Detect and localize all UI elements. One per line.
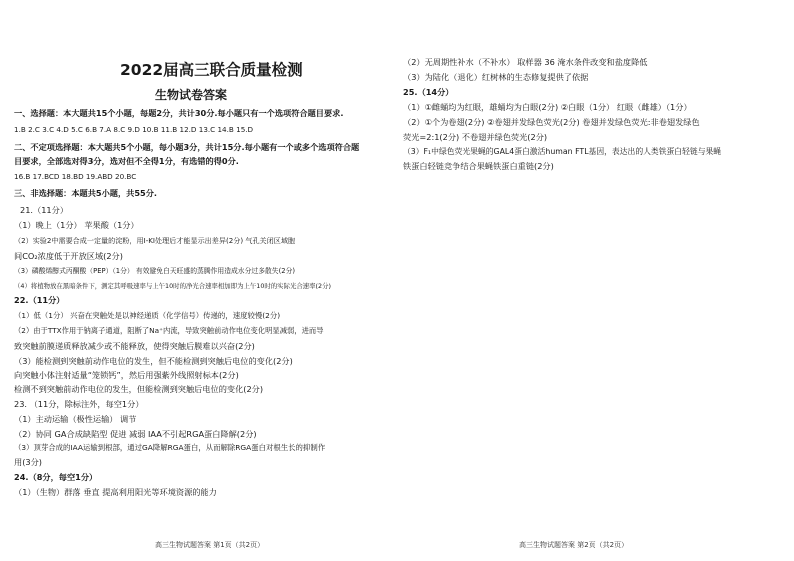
answer-line: 用(3分) <box>14 457 42 467</box>
answer-line: （3）顶芽合成的IAA运输到根部，通过GA降解RGA蛋白，从而解除RGA蛋白对根生长的抑制作 <box>14 443 326 452</box>
answer-line: （1）（生物）群落 垂直 提高利用阳光等环境资源的能力 <box>14 487 217 497</box>
document-subtitle: 生物试卷答案 <box>155 88 228 102</box>
answer-line: （3）F₁中绿色荧光果蝇的GAL4蛋白激活human FTL基因，表达出的人类铁蛋白轻链与果蝇 <box>403 147 722 156</box>
page-footer: 高三生物试题答案 第2页（共2页） <box>519 541 629 549</box>
question-header: 25.（14分） <box>403 87 454 97</box>
question-header: 24.（8分，每空1分） <box>14 472 98 482</box>
answer-line: 铁蛋白轻链竞争结合果蝇铁蛋白重链(2分) <box>403 161 554 171</box>
answer-line: 16.B 17.BCD 18.BD 19.ABD 20.BC <box>14 172 137 181</box>
answer-line: （3）为陆化（退化）红树林的生态修复提供了依据 <box>403 72 589 82</box>
answer-line: （3）磷酸烯醇式丙酮酸（PEP）（1分） 有效避免白天旺盛的蒸腾作用造成水分过多散失(2分) <box>14 267 296 275</box>
answer-line: （2）协同 GA合成缺陷型 促进 减弱 IAA不引起RGA蛋白降解(2分) <box>14 429 257 439</box>
question-header: 23. （11分，除标注外，每空1分） <box>14 399 144 409</box>
section-heading-2-cont: 目要求，全部选对得3分，选对但不全得1分，有选错的得0分. <box>14 156 239 166</box>
answer-line: （3）能检测到突触前动作电位的发生，但不能检测到突触后电位的变化(2分) <box>14 356 293 366</box>
answer-line: （4）将植物放在黑暗条件下，测定其呼吸速率与上午10时的净光合速率相加即为上午10时的实际光合速率(2分) <box>14 282 331 290</box>
answer-line: 荧光=2:1(2分) 不卷翅并绿色荧光(2分) <box>403 132 548 142</box>
page-footer: 高三生物试题答案 第1页（共2页） <box>155 541 265 549</box>
document-title: 2022届高三联合质量检测 <box>120 61 303 79</box>
answer-line: （1）晚上（1分） 苹果酸（1分） <box>14 220 139 230</box>
answer-line: （2）①个为卷翅(2分) ②卷翅并发绿色荧光(2分) 卷翅并发绿色荧光:非卷翅发绿色 <box>403 117 700 127</box>
answer-line: （2）无周期性补水（不补水） 取样器 36 淹水条件改变和盐度降低 <box>403 57 648 67</box>
answer-line: 向突触小体注射适量“笼锁钙”，然后用强紫外线照射标本(2分) <box>14 370 239 380</box>
answer-line: 间CO₂浓度低于开放区域(2分) <box>14 251 123 261</box>
answer-line: （2）由于TTX作用于钠离子通道，阻断了Na⁺内流，导致突触前动作电位变化明显减弱，进而导 <box>14 326 324 335</box>
question-header: 22.（11分） <box>14 295 65 305</box>
section-heading-2: 二、不定项选择题：本大题共5个小题，每小题3分，共计15分.每小题有一个或多个选项符合题 <box>14 142 360 152</box>
answer-line: （2）实验2中需要合成一定量的淀粉，用I-KI处理后才能显示出差异(2分) 气孔关闭区域胞 <box>14 236 296 245</box>
section-heading-3: 三、非选择题：本题共5小题，共55分. <box>14 188 158 198</box>
answer-line: 检测不到突触前动作电位的发生，但能检测到突触后电位的变化(2分) <box>14 384 264 394</box>
answer-line: 致突触前膜递质释放减少或不能释放，使得突触后膜难以兴奋(2分) <box>14 341 255 351</box>
answer-line: （1）①雌蛹均为红眼，雄蛹均为白眼(2分) ②白眼（1分） 红眼（雌雄）（1分） <box>403 102 692 112</box>
question-header: 21.（11分） <box>20 205 69 215</box>
section-heading-1: 一、选择题：本大题共15个小题，每题2分，共计30分.每小题只有一个选项符合题目要求. <box>14 108 344 118</box>
page-right <box>397 0 794 561</box>
answer-line: 1.B 2.C 3.C 4.D 5.C 6.B 7.A 8.C 9.D 10.B 11.B 12.D 13.C 14.B 15.D <box>14 125 254 134</box>
answer-line: （1）主动运输（极性运输） 调节 <box>14 414 137 424</box>
answer-line: （1）低（1分） 兴奋在突触处是以神经递质（化学信号）传递的，速度较慢(2分) <box>14 311 281 320</box>
